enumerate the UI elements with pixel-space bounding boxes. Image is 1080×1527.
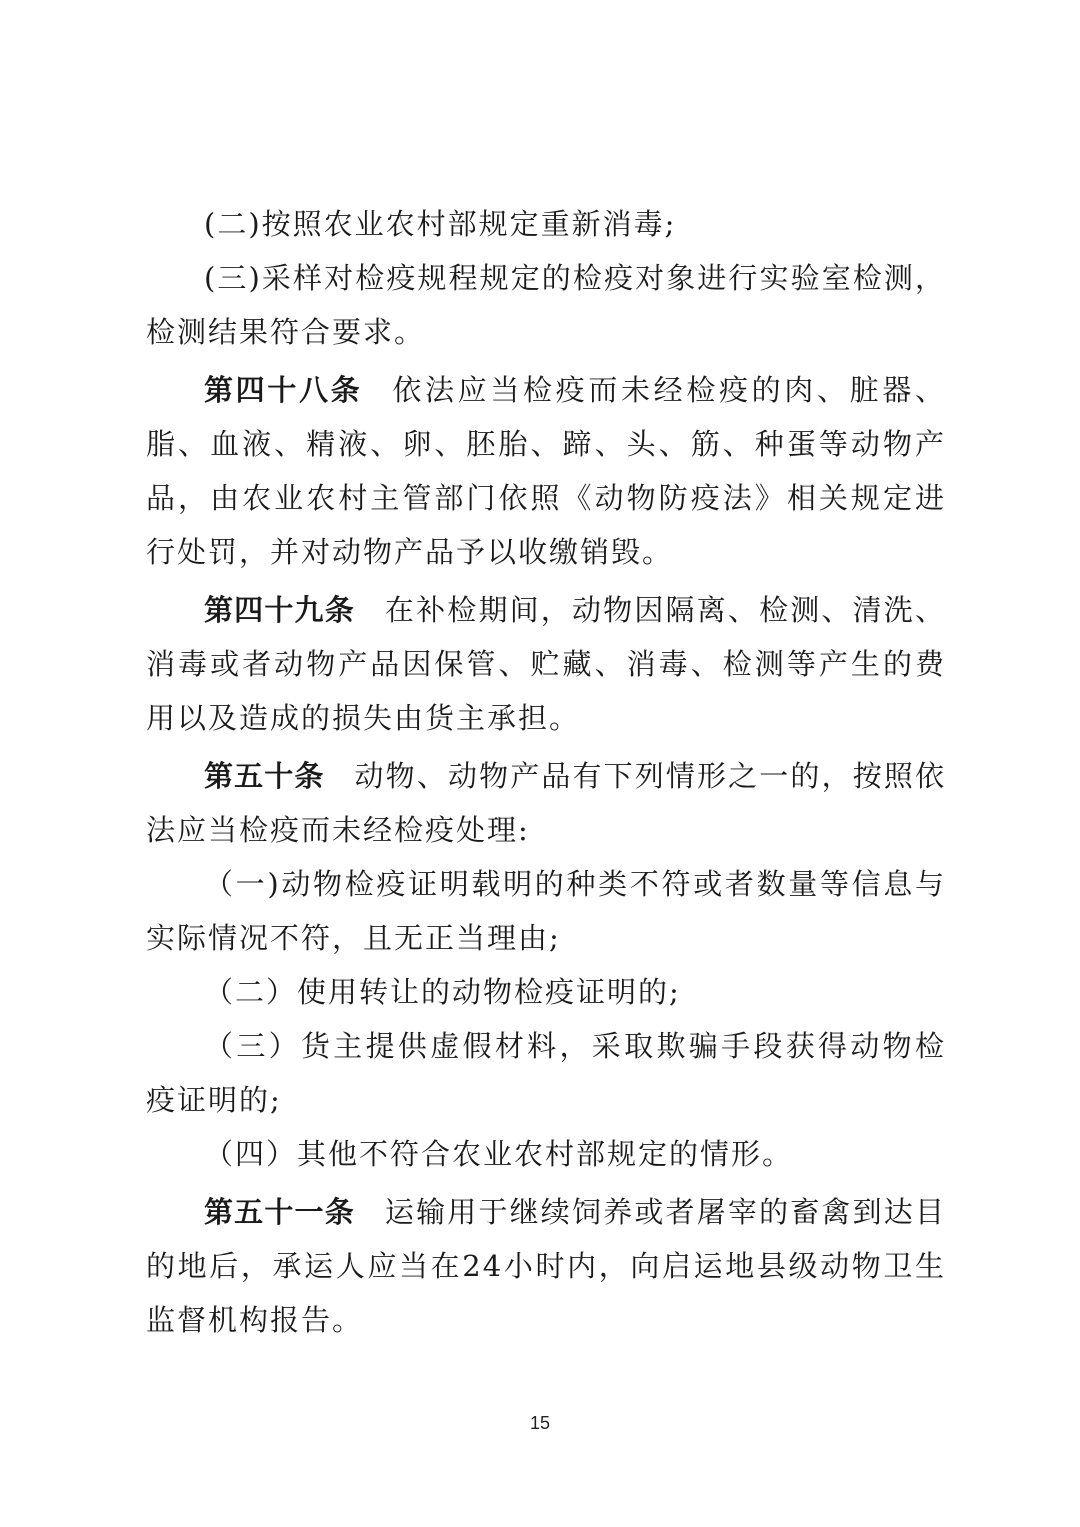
article-number: 第五十一条 — [204, 1195, 355, 1229]
clause-2-reset-disinfection — [146, 197, 946, 251]
clause-text: （二）使用转让的动物检疫证明的; — [204, 975, 681, 1009]
article-50-item-1 — [146, 857, 946, 965]
document-body — [146, 197, 946, 1347]
article-text: 在补检期间，动物因隔离、检测、清洗、消毒或者动物产品因保管、贮藏、消毒、检测等产生的费用以及造成的损失由货主承担。 — [146, 593, 946, 735]
article-text: 运输用于继续饲养或者屠宰的畜禽到达目的地后，承运人应当在24小时内，向启运地县级动物卫生监督机构报告。 — [146, 1195, 946, 1337]
article-50-item-2 — [146, 965, 946, 1019]
article-number: 第四十九条 — [204, 593, 355, 627]
clause-text: （三）货主提供虚假材料，采取欺骗手段获得动物检疫证明的; — [146, 1029, 946, 1117]
clause-text: (二)按照农业农村部规定重新消毒; — [204, 207, 677, 241]
article-50 — [146, 749, 946, 857]
clause-text: （一)动物检疫证明载明的种类不符或者数量等信息与实际情况不符，且无正当理由; — [146, 867, 946, 955]
article-48 — [146, 363, 946, 579]
clause-3-lab-testing — [146, 251, 946, 359]
article-50-item-4 — [146, 1127, 946, 1181]
article-number: 第四十八条 — [204, 373, 363, 407]
article-number: 第五十条 — [204, 759, 325, 793]
clause-text: (三)采样对检疫规程规定的检疫对象进行实验室检测，检测结果符合要求。 — [146, 261, 946, 349]
article-49 — [146, 583, 946, 745]
clause-text: （四）其他不符合农业农村部规定的情形。 — [204, 1137, 794, 1171]
article-text: 依法应当检疫而未经检疫的肉、脏器、脂、血液、精液、卵、胚胎、蹄、头、筋、种蛋等动物产品，由农业农村主管部门依照《动物防疫法》相关规定进行处罚，并对动物产品予以收缴销毁。 — [146, 373, 946, 569]
article-50-item-3 — [146, 1019, 946, 1127]
page-number: 15 — [529, 1413, 551, 1433]
article-51 — [146, 1185, 946, 1347]
article-text: 动物、动物产品有下列情形之一的，按照依法应当检疫而未经检疫处理: — [146, 759, 946, 847]
